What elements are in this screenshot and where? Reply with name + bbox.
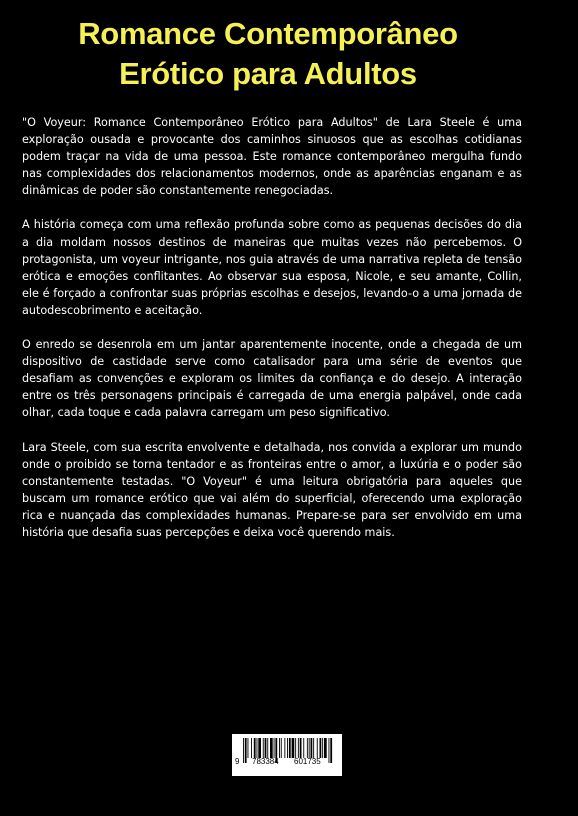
barcode-bar <box>309 738 310 758</box>
barcode-bar <box>257 738 258 758</box>
title-line-1: Romance Contemporâneo <box>78 16 458 51</box>
barcode-bar <box>270 738 273 758</box>
synopsis-paragraph-4: Lara Steele, com sua escrita envolvente e detalhada, nos convida a explorar um mundo onde o proibido se torna tentador e as fronteiras entre o amor, a luxúria e o poder são constantemente testadas. "O Voyeur" é uma leitura obrigatória para aqueles que buscam um romance erótico que vai além do superficial, oferecendo uma exploração rica e nuançada das complexidades humanas. Prepare-se para ser envolvido em uma história que desafia suas percepções e deixa você querendo mais. <box>22 440 522 539</box>
barcode-bar <box>245 738 247 763</box>
barcode-bar <box>300 738 302 758</box>
isbn-barcode <box>232 734 342 776</box>
synopsis <box>22 114 522 558</box>
synopsis-paragraph-1: "O Voyeur: Romance Contemporâneo Erótico para Adultos" de Lara Steele é uma exploração ousada e provocante dos caminhos sinuosos que as escolhas cotidianas podem traçar na vida de uma pessoa. Este romance contemporâneo mergulha fundo nas complexidades dos relacionamentos modernos, onde as aparências enganam e as dinâmicas de poder são constantemente renegociadas. <box>22 116 522 198</box>
barcode-bars <box>232 734 342 776</box>
barcode-bar <box>254 738 256 758</box>
barcode-bar <box>298 738 299 758</box>
barcode-bar <box>284 738 285 758</box>
barcode-bar <box>279 738 280 758</box>
barcode-bar <box>307 738 308 758</box>
barcode-bar <box>292 738 295 758</box>
barcode-bar <box>311 738 313 758</box>
synopsis-paragraph-2: A história começa com uma reflexão profunda sobre como as pequenas decisões do dia a dia moldam nossos destinos de maneiras que muitas vezes não percebemos. O protagonista, um voyeur intrigante, nos guia através de uma narrativa repleta de tensão erótica e emoções conflitantes. Ao observar sua esposa, Nicole, e seu amante, Collin, ele é forçado a confrontar suas próprias escolhas e desejos, levando-o a uma jornada de autodescobrimento e aceitação. <box>22 218 522 317</box>
title-line-2: Erótico para Adultos <box>119 56 417 91</box>
barcode-bar <box>322 738 323 758</box>
barcode-digit-first: 9 <box>235 757 240 766</box>
barcode-bar <box>303 738 304 758</box>
barcode-group-left: 783384 <box>252 757 279 766</box>
barcode-bar <box>329 738 330 763</box>
barcode-bar <box>267 738 268 758</box>
barcode-bar <box>263 738 264 758</box>
barcode-bar <box>330 738 332 763</box>
barcode-group-right: 601735 <box>294 757 321 766</box>
barcode-bar <box>313 738 314 758</box>
barcode-bar <box>265 738 267 758</box>
barcode-bar <box>258 738 261 758</box>
cover-title <box>0 14 536 94</box>
barcode-bar <box>295 738 296 758</box>
barcode-bar <box>317 738 318 758</box>
barcode-bar <box>281 738 282 758</box>
barcode-bar <box>274 738 275 758</box>
barcode-bar <box>289 738 291 758</box>
barcode-bar <box>243 738 244 763</box>
barcode-bar <box>251 738 252 758</box>
barcode-bar <box>248 738 249 758</box>
synopsis-paragraph-3: O enredo se desenrola em um jantar aparentemente inocente, onde a chegada de um dispositivo de castidade serve como catalisador para uma série de eventos que desafiam as convenções e exploram os limites da confiança e do desejo. A interação entre os três personagens principais é carregada de uma energia palpável, onde cada olhar, cada toque e cada palavra carregam um peso significativo. <box>22 338 522 420</box>
barcode-bar <box>287 738 288 758</box>
barcode-bar <box>320 738 322 758</box>
barcode-bar <box>324 738 327 758</box>
